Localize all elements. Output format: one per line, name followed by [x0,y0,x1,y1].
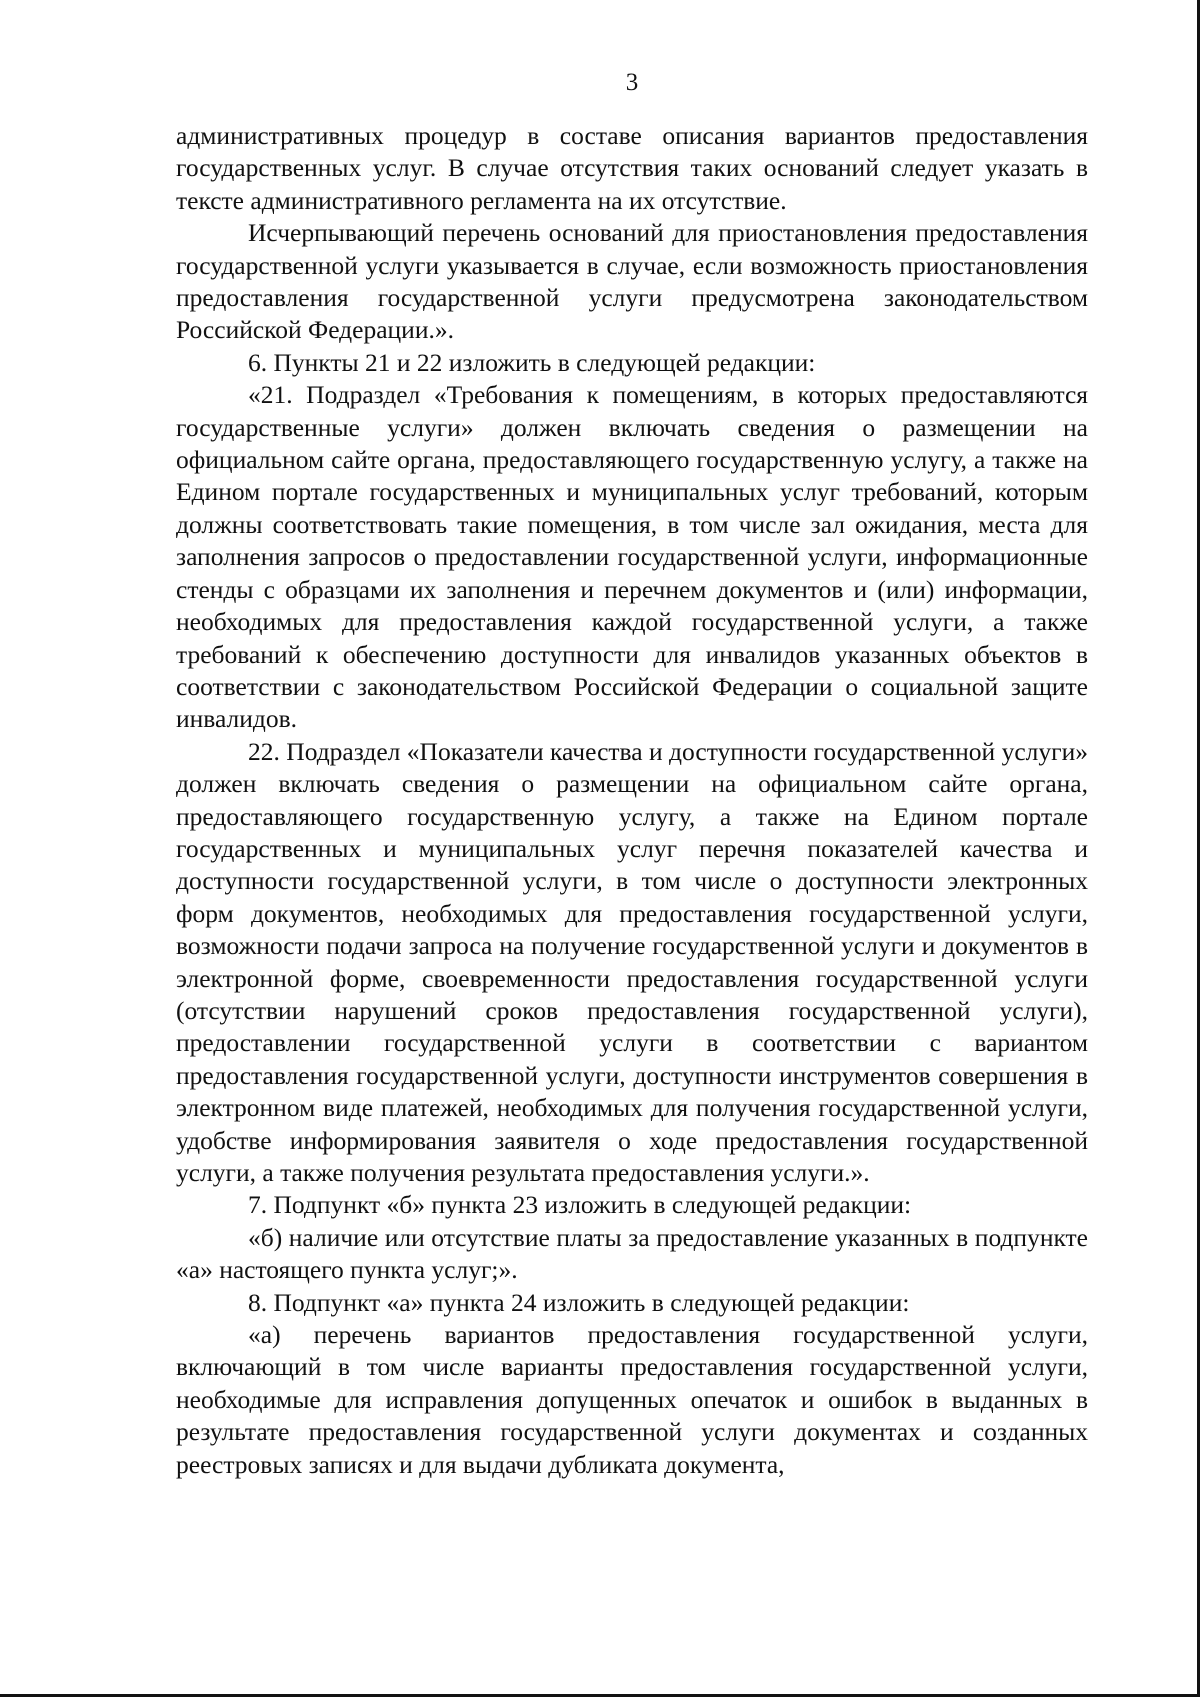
paragraph-5: 22. Подраздел «Показатели качества и доступности государственной услуги» должен включать сведения о размещении на официальном сайте органа, предоставляющего государственную услугу, а также на Едином портале государственных и муниципальных услуг перечня показателей качества и доступности государственной услуги, в том числе о доступности электронных форм документов, необходимых для предоставления государственной услуги, возможности подачи запроса на получение государственной услуги и документов в электронной форме, своевременности предоставления государственной услуги (отсутствии нарушений сроков предоставления государственной услуги), предоставлении государственной услуги в соответствии с вариантом предоставления государственной услуги, доступности инструментов совершения в электронном виде платежей, необходимых для получения государственной услуги, удобстве информирования заявителя о ходе предоставления государственной услуги, а также получения результата предоставления услуги.». [176,736,1088,1187]
paragraph-9: «а) перечень вариантов предоставления государственной услуги, включающий в том числе варианты предоставления государственной услуги, необходимые для исправления допущенных опечаток и ошибок в выданных в результате предоставления государственной услуги документах и созданных реестровых записях и для выдачи дубликата документа, [176,1320,1088,1479]
document-page [176,68,1088,1481]
paragraph-1: административных процедур в составе описания вариантов предоставления государственных услуг. В случае отсутствия таких оснований следует указать в тексте административного регламента на их отсутствие. [176,121,1088,215]
paragraph-8: 8. Подпункт «а» пункта 24 изложить в следующей редакции: [248,1287,910,1317]
paragraph-2: Исчерпывающий перечень оснований для приостановления предоставления государственной услуги указывается в случае, если возможность приостановления предоставления государственной услуги предусмотрена законодательством Российской Федерации.». [176,218,1088,345]
page-number: 3 [625,69,639,96]
paragraph-4: «21. Подраздел «Требования к помещениям, в которых предоставляются государственные услуги» должен включать сведения о размещении на официальном сайте органа, предоставляющего государственную услугу, а также на Едином портале государственных и муниципальных услуг требований, которым должны соответствовать такие помещения, в том числе зал ожидания, места для заполнения запросов о предоставлении государственной услуги, информационные стенды с образцами их заполнения и перечнем документов и (или) информации, необходимых для предоставления каждой государственной услуги, а также требований к обеспечению доступности для инвалидов указанных объектов в соответствии с законодательством Российской Федерации о социальной защите инвалидов. [176,380,1088,734]
paragraph-7: «б) наличие или отсутствие платы за предоставление указанных в подпункте «а» настоящего пункта услуг;». [176,1222,1088,1285]
paragraph-6: 7. Подпункт «б» пункта 23 изложить в следующей редакции: [248,1190,912,1220]
paragraph-3: 6. Пункты 21 и 22 изложить в следующей редакции: [248,347,816,377]
